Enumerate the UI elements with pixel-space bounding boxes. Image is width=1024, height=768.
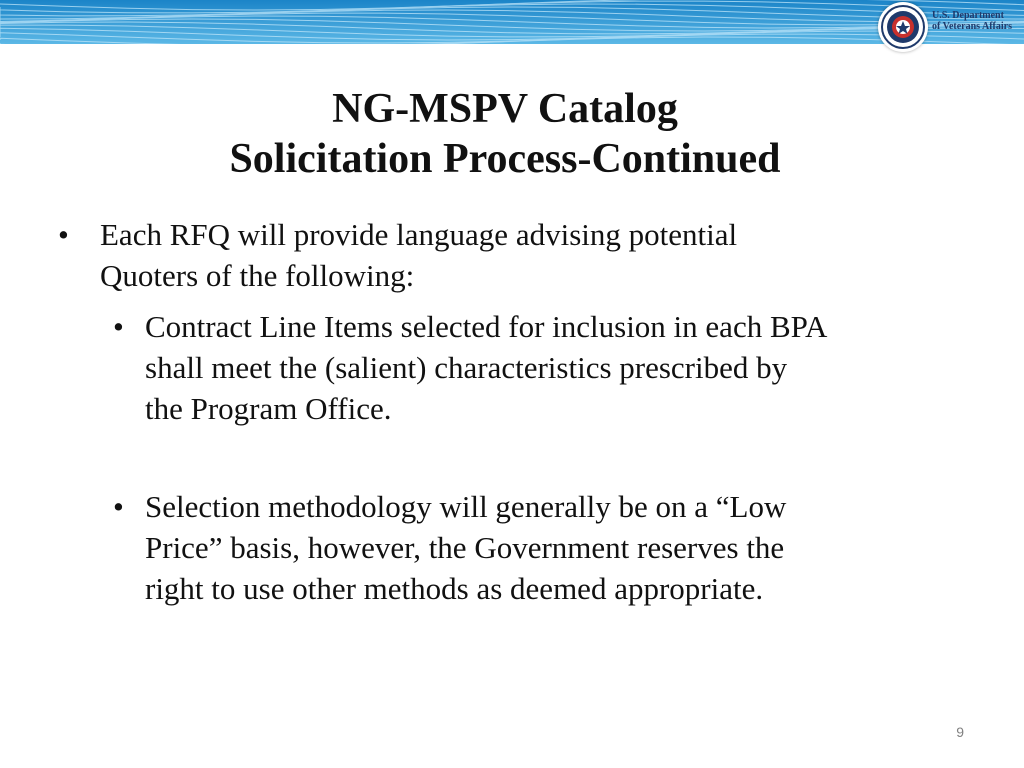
bullet-dot-icon: •: [58, 217, 69, 252]
title-line-2: Solicitation Process-Continued: [229, 136, 781, 182]
title-line-1: NG-MSPV Catalog: [332, 86, 678, 132]
bullet-item: [58, 214, 920, 296]
sub-bullet-text-line: Selection methodology will generally be on a “Low: [145, 489, 787, 524]
va-seal-icon: [878, 2, 928, 52]
sub-bullet-text-line: shall meet the (salient) characteristics prescribed by: [145, 350, 788, 385]
sub-bullet-text-line: right to use other methods as deemed appropriate.: [145, 571, 764, 606]
sub-bullet-dot-icon: •: [113, 309, 124, 344]
bullet-text-line: Quoters of the following:: [100, 258, 415, 293]
bullet-text-line: Each RFQ will provide language advising potential: [100, 217, 738, 252]
sub-bullet-item: [113, 486, 985, 609]
sub-bullet-text-line: Price” basis, however, the Government reserves the: [145, 530, 785, 565]
sub-bullet-text-line: the Program Office.: [145, 391, 392, 426]
header-band: [0, 0, 1024, 44]
page-number: 9: [956, 724, 964, 740]
sub-bullet-dot-icon: •: [113, 489, 124, 524]
wave-pattern: [0, 0, 1024, 44]
sub-bullet-item: [113, 306, 985, 429]
department-name: [932, 10, 1012, 32]
sub-bullet-text-line: Contract Line Items selected for inclusion in each BPA: [145, 309, 828, 344]
va-logo: [874, 0, 1024, 52]
department-line-2: of Veterans Affairs: [932, 21, 1012, 32]
slide-title: [0, 84, 1010, 184]
department-line-1: U.S. Department: [932, 10, 1004, 21]
